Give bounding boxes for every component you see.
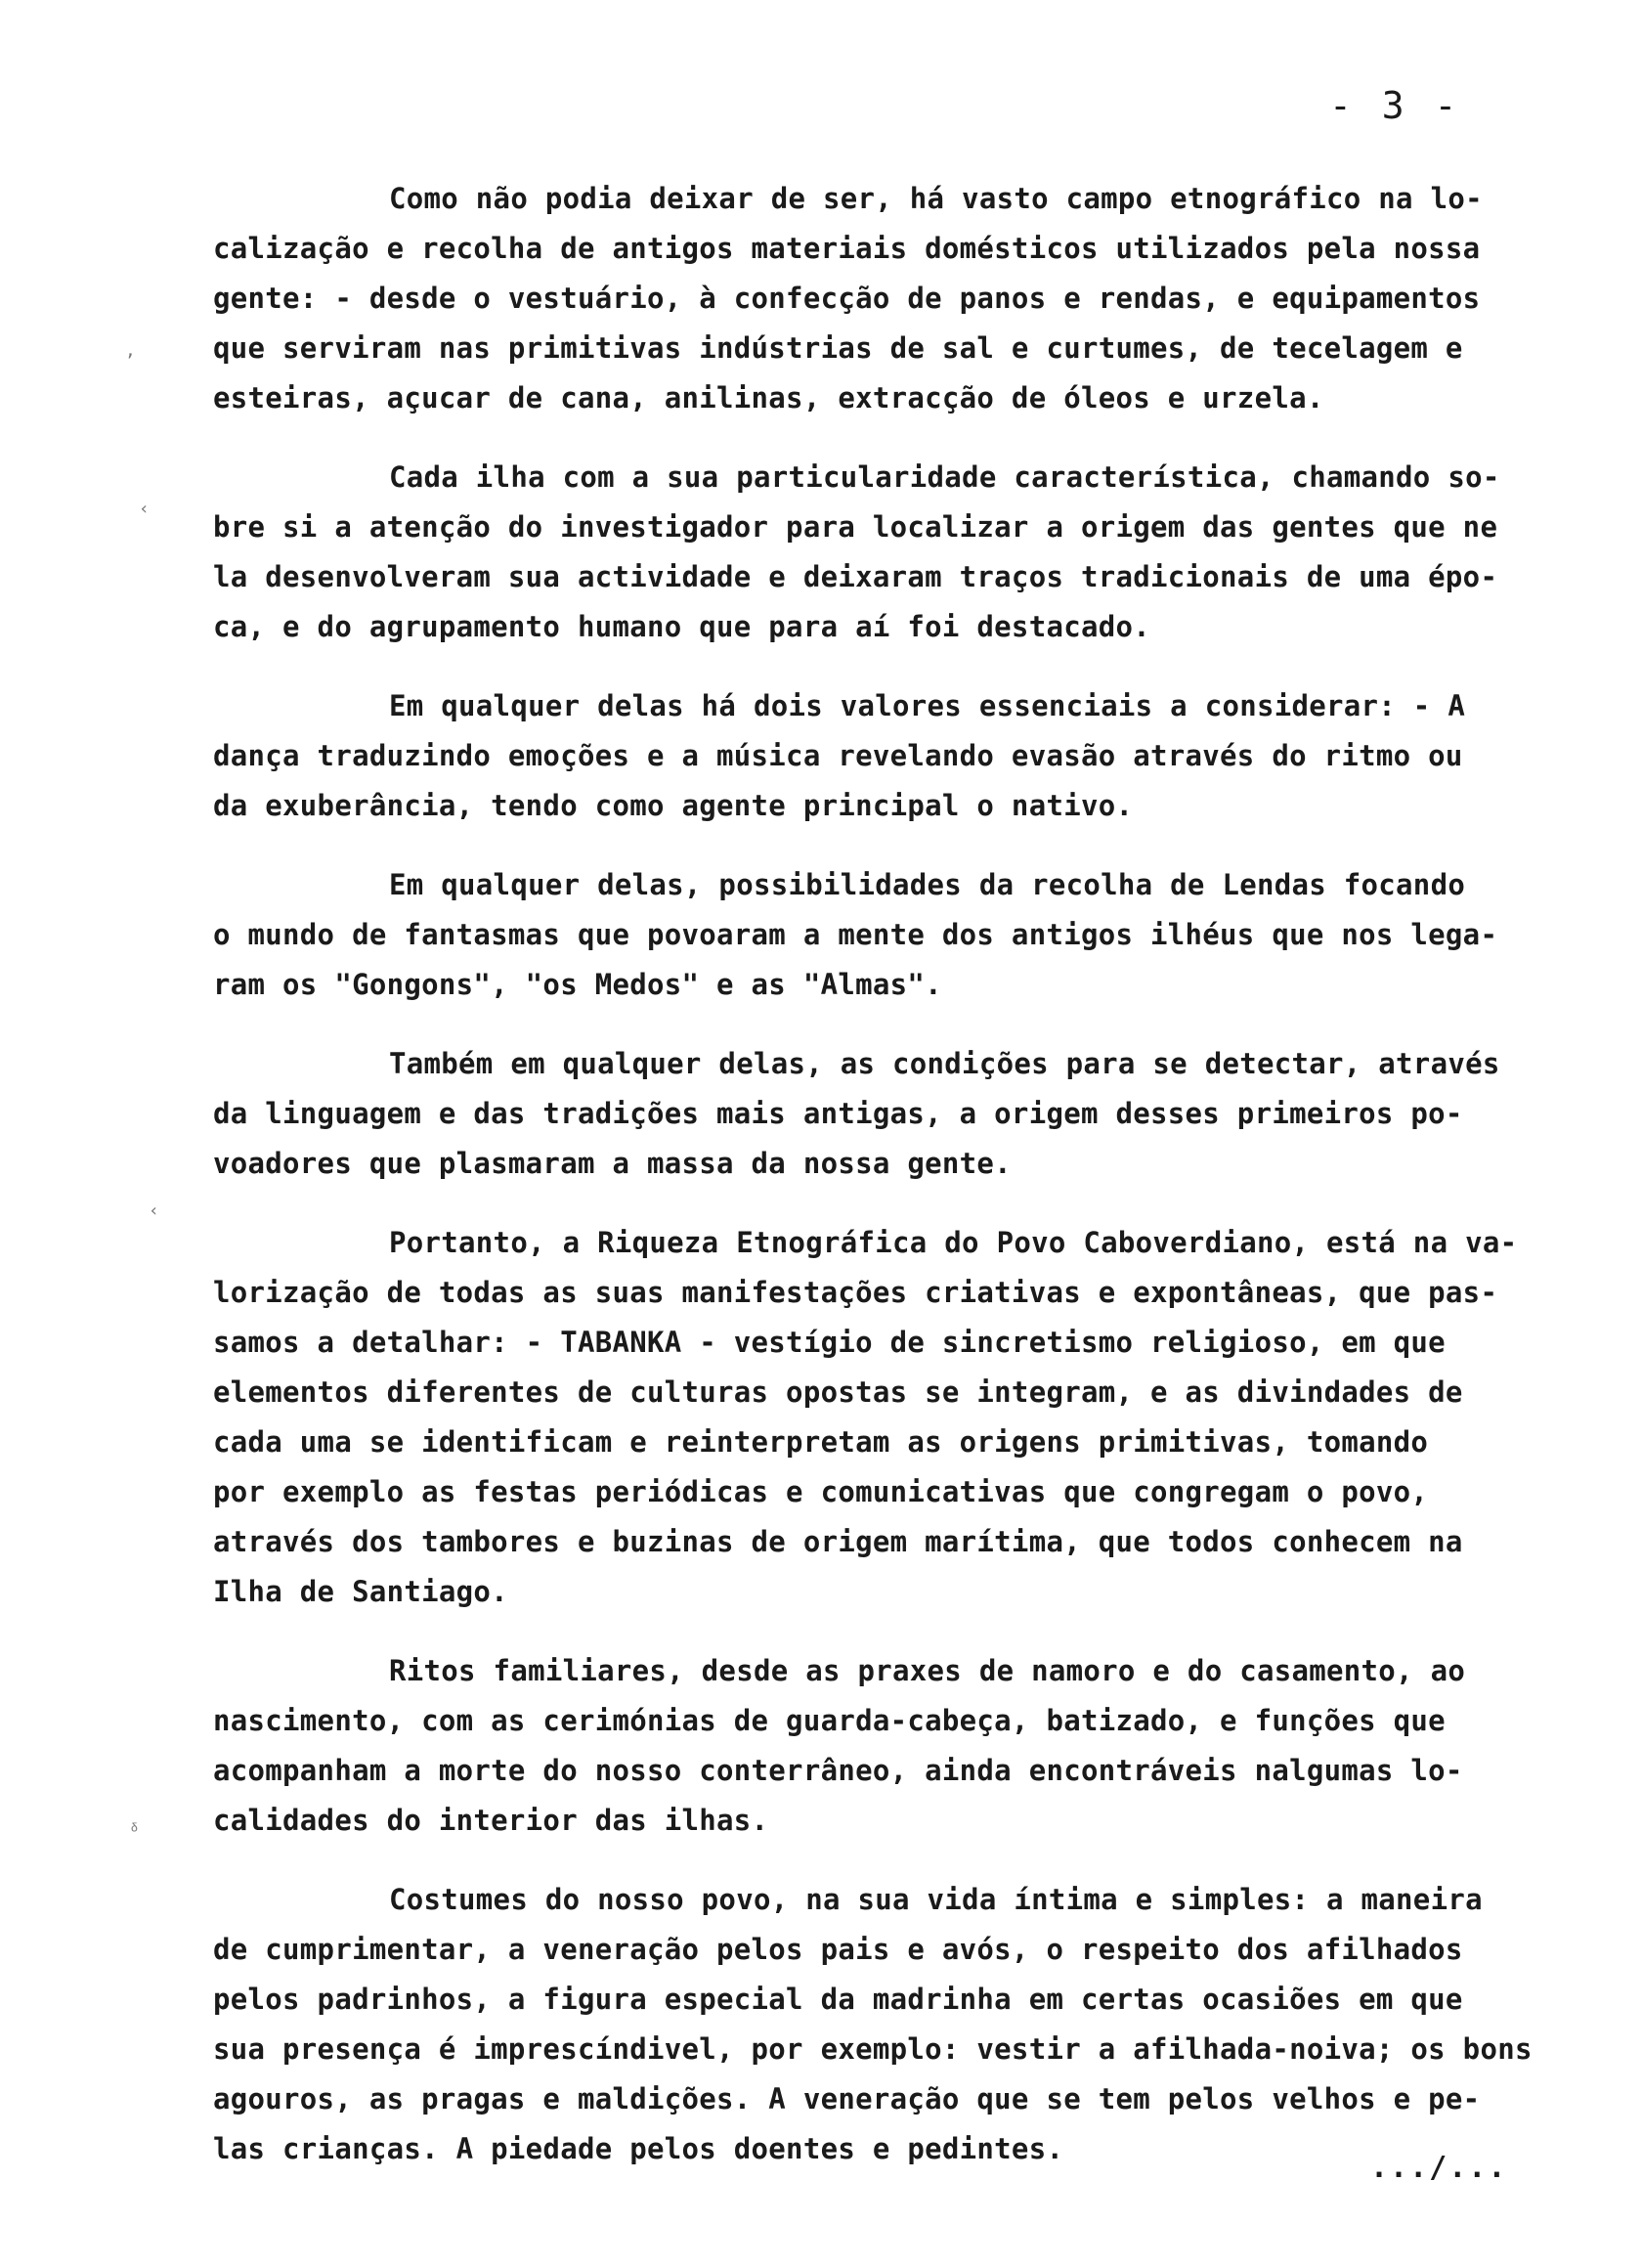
paragraph-line: o mundo de fantasmas que povoaram a mente dos antigos ilhéus que nos lega- [213, 918, 1498, 951]
body-text [213, 174, 1533, 2203]
paragraph [213, 1039, 1503, 1189]
paragraph-line: acompanham a morte do nosso conterrâneo, ainda encontráveis nalgumas lo- [213, 1754, 1463, 1787]
margin-mark: ‹ [149, 1200, 159, 1221]
paragraph-first-line: Portanto, a Riqueza Etnográfica do Povo Caboverdiano, está na va- [389, 1226, 1518, 1259]
paragraph [213, 681, 1503, 831]
paragraph [213, 860, 1503, 1010]
paragraph-line: sua presença é imprescíndivel, por exemplo: vestir a afilhada-noiva; os bons [213, 2032, 1533, 2066]
paragraph-line: da linguagem e das tradições mais antigas, a origem desses primeiros po- [213, 1097, 1463, 1130]
paragraph-line: cada uma se identificam e reinterpretam as origens primitivas, tomando [213, 1425, 1429, 1459]
paragraph [213, 1646, 1503, 1846]
paragraph-line: dança traduzindo emoções e a música revelando evasão através do ritmo ou [213, 739, 1463, 772]
paragraph-line: agouros, as pragas e maldições. A veneração que se tem pelos velhos e pe- [213, 2082, 1481, 2115]
paragraph-first-line: Em qualquer delas, possibilidades da recolha de Lendas focando [389, 868, 1466, 901]
paragraph-line: através dos tambores e buzinas de origem marítima, que todos conhecem na [213, 1525, 1463, 1558]
margin-mark: , [125, 340, 136, 361]
paragraph-line: elementos diferentes de culturas opostas se integram, e as divindades de [213, 1375, 1463, 1409]
paragraph-line: calização e recolha de antigos materiais domésticos utilizados pela nossa [213, 232, 1481, 265]
paragraph-first-line: Também em qualquer delas, as condições para se detectar, através [389, 1047, 1500, 1080]
paragraph-line: ram os "Gongons", "os Medos" e as "Almas". [213, 968, 942, 1001]
paragraph [213, 453, 1503, 652]
paragraph-first-line: Ritos familiares, desde as praxes de namoro e do casamento, ao [389, 1654, 1466, 1687]
paragraph-line: las crianças. A piedade pelos doentes e pedintes. [213, 2132, 1064, 2165]
paragraph [213, 1218, 1518, 1617]
continuation-mark: .../... [1370, 2151, 1508, 2185]
paragraph-line: por exemplo as festas periódicas e comunicativas que congregam o povo, [213, 1475, 1429, 1508]
paragraph [213, 174, 1503, 423]
paragraph-first-line: Cada ilha com a sua particularidade característica, chamando so- [389, 460, 1500, 494]
paragraph-line: de cumprimentar, a veneração pelos pais e avós, o respeito dos afilhados [213, 1933, 1463, 1966]
paragraph-line: lorização de todas as suas manifestações criativas e expontâneas, que pas- [213, 1276, 1498, 1309]
paragraph-line: pelos padrinhos, a figura especial da madrinha em certas ocasiões em que [213, 1983, 1463, 2016]
paragraph-line: gente: - desde o vestuário, à confecção de panos e rendas, e equipamentos [213, 282, 1481, 315]
margin-mark: ᵟ [129, 1820, 140, 1841]
paragraph-line: la desenvolveram sua actividade e deixaram traços tradicionais de uma épo- [213, 560, 1498, 593]
paragraph-line: voadores que plasmaram a massa da nossa gente. [213, 1147, 1012, 1180]
paragraph-line: calidades do interior das ilhas. [213, 1804, 769, 1837]
paragraph-line: que serviram nas primitivas indústrias de sal e curtumes, de tecelagem e [213, 331, 1463, 365]
paragraph-first-line: Costumes do nosso povo, na sua vida íntima e simples: a maneira [389, 1883, 1483, 1916]
paragraph-line: nascimento, com as cerimónias de guarda-cabeça, batizado, e funções que [213, 1704, 1446, 1737]
paragraph-line: bre si a atenção do investigador para localizar a origem das gentes que ne [213, 510, 1498, 544]
paragraph-line: esteiras, açucar de cana, anilinas, extracção de óleos e urzela. [213, 381, 1324, 414]
paragraph-first-line: Como não podia deixar de ser, há vasto campo etnográfico na lo- [389, 182, 1483, 215]
paragraph-line: samos a detalhar: - TABANKA - vestígio de sincretismo religioso, em que [213, 1326, 1446, 1359]
paragraph-line: ca, e do agrupamento humano que para aí foi destacado. [213, 610, 1151, 643]
margin-mark: ‹ [139, 499, 150, 519]
paragraph-first-line: Em qualquer delas há dois valores essenciais a considerar: - A [389, 689, 1466, 722]
paragraph-line: Ilha de Santiago. [213, 1575, 508, 1608]
page-number: - 3 - [1329, 84, 1461, 127]
paragraph [213, 1875, 1533, 2174]
paragraph-line: da exuberância, tendo como agente principal o nativo. [213, 789, 1134, 822]
